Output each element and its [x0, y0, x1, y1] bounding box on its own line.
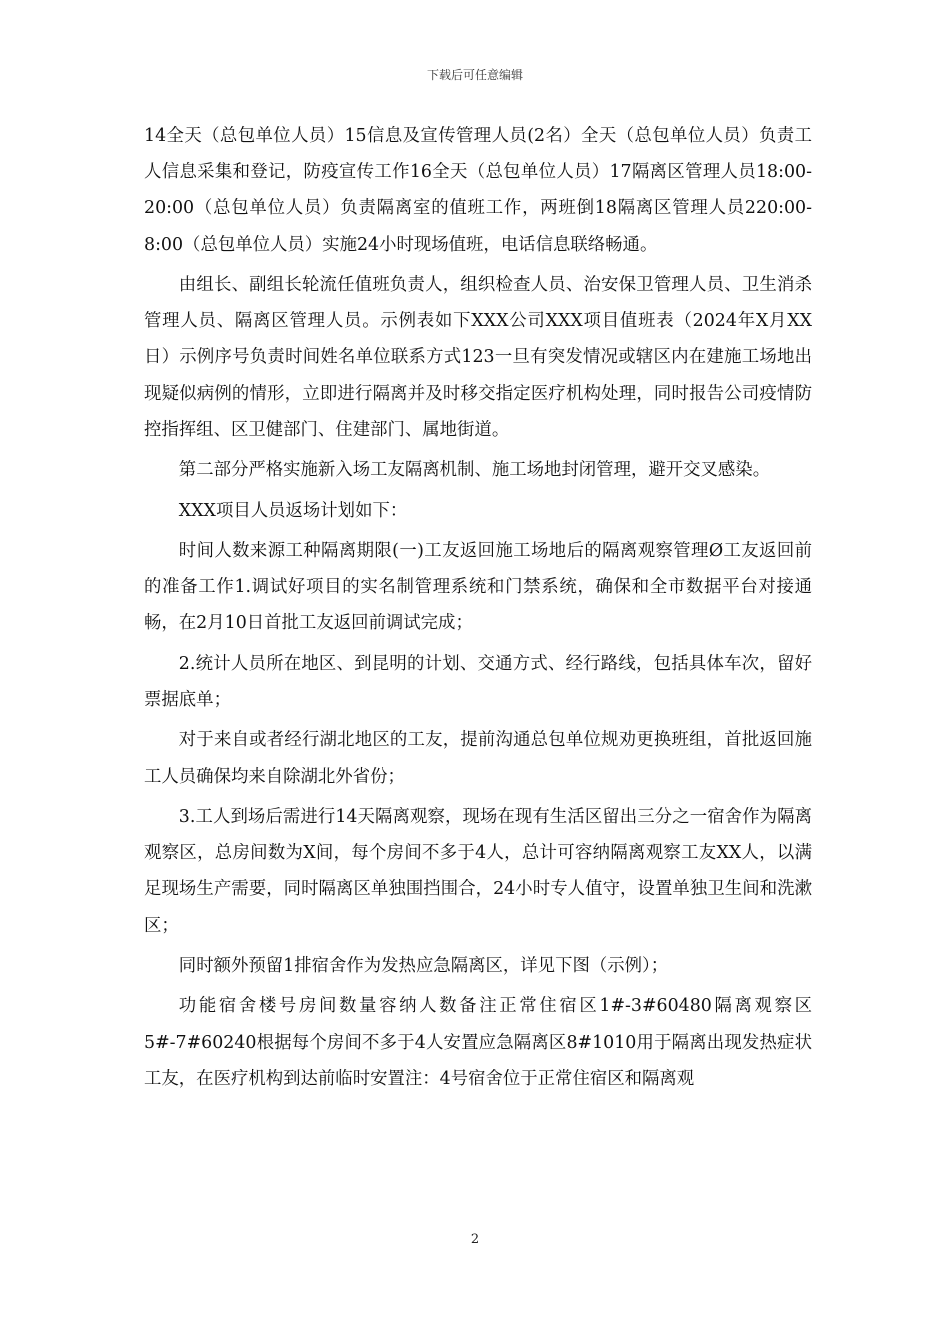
paragraph: 3.工人到场后需进行14天隔离观察，现场在现有生活区留出三分之一宿舍作为隔离观察区，总房间数为X间，每个房间不多于4人，总计可容纳隔离观察工友XX人，以满足现场生产需要，同时隔离区单独围挡围合，24小时专人值守，设置单独卫生间和洗漱区；	[144, 806, 812, 936]
paragraph: 功能宿舍楼号房间数量容纳人数备注正常住宿区1#-3#60480隔离观察区5#-7#60240根据每个房间不多于4人安置应急隔离区8#1010用于隔离出现发热症状工友，在医疗机构到达前临时安置注：4号宿舍位于正常住宿区和隔离观	[144, 996, 812, 1089]
paragraph: 时间人数来源工种隔离期限(一)工友返回施工场地后的隔离观察管理Ø工友返回前的准备工作1.调试好项目的实名制管理系统和门禁系统，确保和全市数据平台对接通畅，在2月10日首批工友返回前调试完成；	[144, 540, 812, 634]
paragraph: XXX项目人员返场计划如下：	[178, 500, 408, 521]
document-body	[144, 118, 812, 1101]
paragraph: 对于来自或者经行湖北地区的工友，提前沟通总包单位规劝更换班组，首批返回施工人员确保均来自除湖北外省份；	[144, 730, 812, 787]
paragraph: 第二部分严格实施新入场工友隔离机制、施工场地封闭管理，避开交叉感染。	[178, 460, 771, 481]
page-number: 2	[470, 1232, 480, 1247]
page-header: 下载后可任意编辑	[426, 68, 523, 82]
paragraph: 14全天（总包单位人员）15信息及宣传管理人员(2名）全天（总包单位人员）负责工人信息采集和登记，防疫宣传工作16全天（总包单位人员）17隔离区管理人员18:00-20:00（总包单位人员）负责隔离室的值班工作，两班倒18隔离区管理人员220:00-8:00（总包单位人员）实施24小时现场值班，电话信息联络畅通。	[144, 126, 812, 255]
paragraph: 同时额外预留1排宿舍作为发热应急隔离区，详见下图（示例）；	[178, 955, 669, 976]
paragraph: 由组长、副组长轮流任值班负责人，组织检查人员、治安保卫管理人员、卫生消杀管理人员、隔离区管理人员。示例表如下XXX公司XXX项目值班表（2024年X月XX日）示例序号负责时间姓名单位联系方式123一旦有突发情况或辖区内在建施工场地出现疑似病例的情形，立即进行隔离并及时移交指定医疗机构处理，同时报告公司疫情防控指挥组、区卫健部门、住建部门、属地街道。	[144, 275, 812, 440]
paragraph: 2.统计人员所在地区、到昆明的计划、交通方式、经行路线，包括具体车次，留好票据底单；	[144, 653, 812, 710]
